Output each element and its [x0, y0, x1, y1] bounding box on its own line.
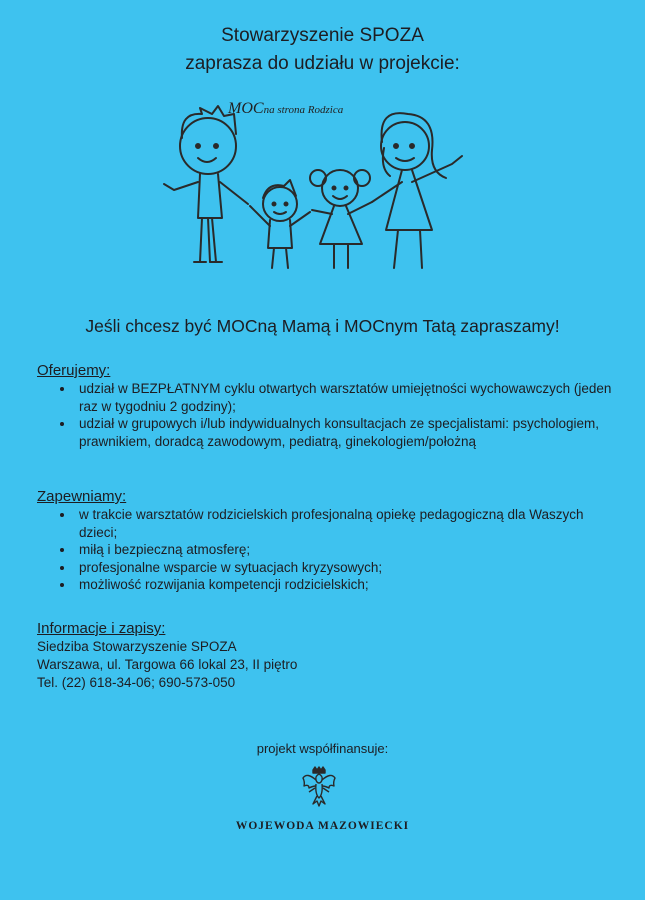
offer-section: [37, 362, 617, 450]
family-drawing-icon: [150, 98, 480, 278]
eagle-emblem-icon: [301, 766, 337, 808]
ensure-list: [37, 506, 617, 594]
list-item: • udział w BEZPŁATNYM cyklu otwartych warsztatów umiejętności wychowawczych (jeden raz w tygodniu 2 godziny);: [75, 380, 617, 415]
offer-title: Oferujemy:: [37, 362, 111, 379]
header-line-1: Stowarzyszenie SPOZA: [221, 25, 424, 46]
logo-big: MOC: [228, 100, 264, 117]
tagline: Jeśli chcesz być MOCną Mamą i MOCnym Tatą zapraszamy!: [85, 316, 560, 336]
offer-list: [37, 380, 617, 450]
list-item: • możliwość rozwijania kompetencji rodzicielskich;: [75, 576, 617, 594]
list-item: • profesjonalne wsparcie w sytuacjach kryzysowych;: [75, 559, 617, 577]
list-item: • udział w grupowych i/lub indywidualnych konsultacjach ze specjalistami: psychologiem, prawnikiem, doradcą zawodowym, pediatrą, ginekologiem/położną: [75, 415, 617, 450]
info-phone: Tel. (22) 618-34-06; 690-573-050: [37, 675, 236, 690]
info-section: [37, 620, 617, 692]
voivode-label: WOJEWODA MAZOWIECKI: [235, 820, 410, 832]
info-address-street: Warszawa, ul. Targowa 66 lokal 23, II piętro: [37, 657, 298, 672]
logo-rest: na strona Rodzica: [263, 104, 344, 116]
list-item: • w trakcie warsztatów rodzicielskich profesjonalną opiekę pedagogiczną dla Waszych dzieci;: [75, 506, 617, 541]
info-title: Informacje i zapisy:: [37, 620, 166, 637]
header: [0, 22, 645, 78]
cofinance-label: projekt współfinansuje:: [256, 741, 389, 756]
header-line-2: zaprasza do udziału w projekcie:: [185, 53, 460, 74]
info-address-name: Siedziba Stowarzyszenie SPOZA: [37, 639, 237, 654]
ensure-section: [37, 488, 617, 594]
ensure-title: Zapewniamy:: [37, 488, 127, 505]
list-item: • miłą i bezpieczną atmosferę;: [75, 541, 617, 559]
